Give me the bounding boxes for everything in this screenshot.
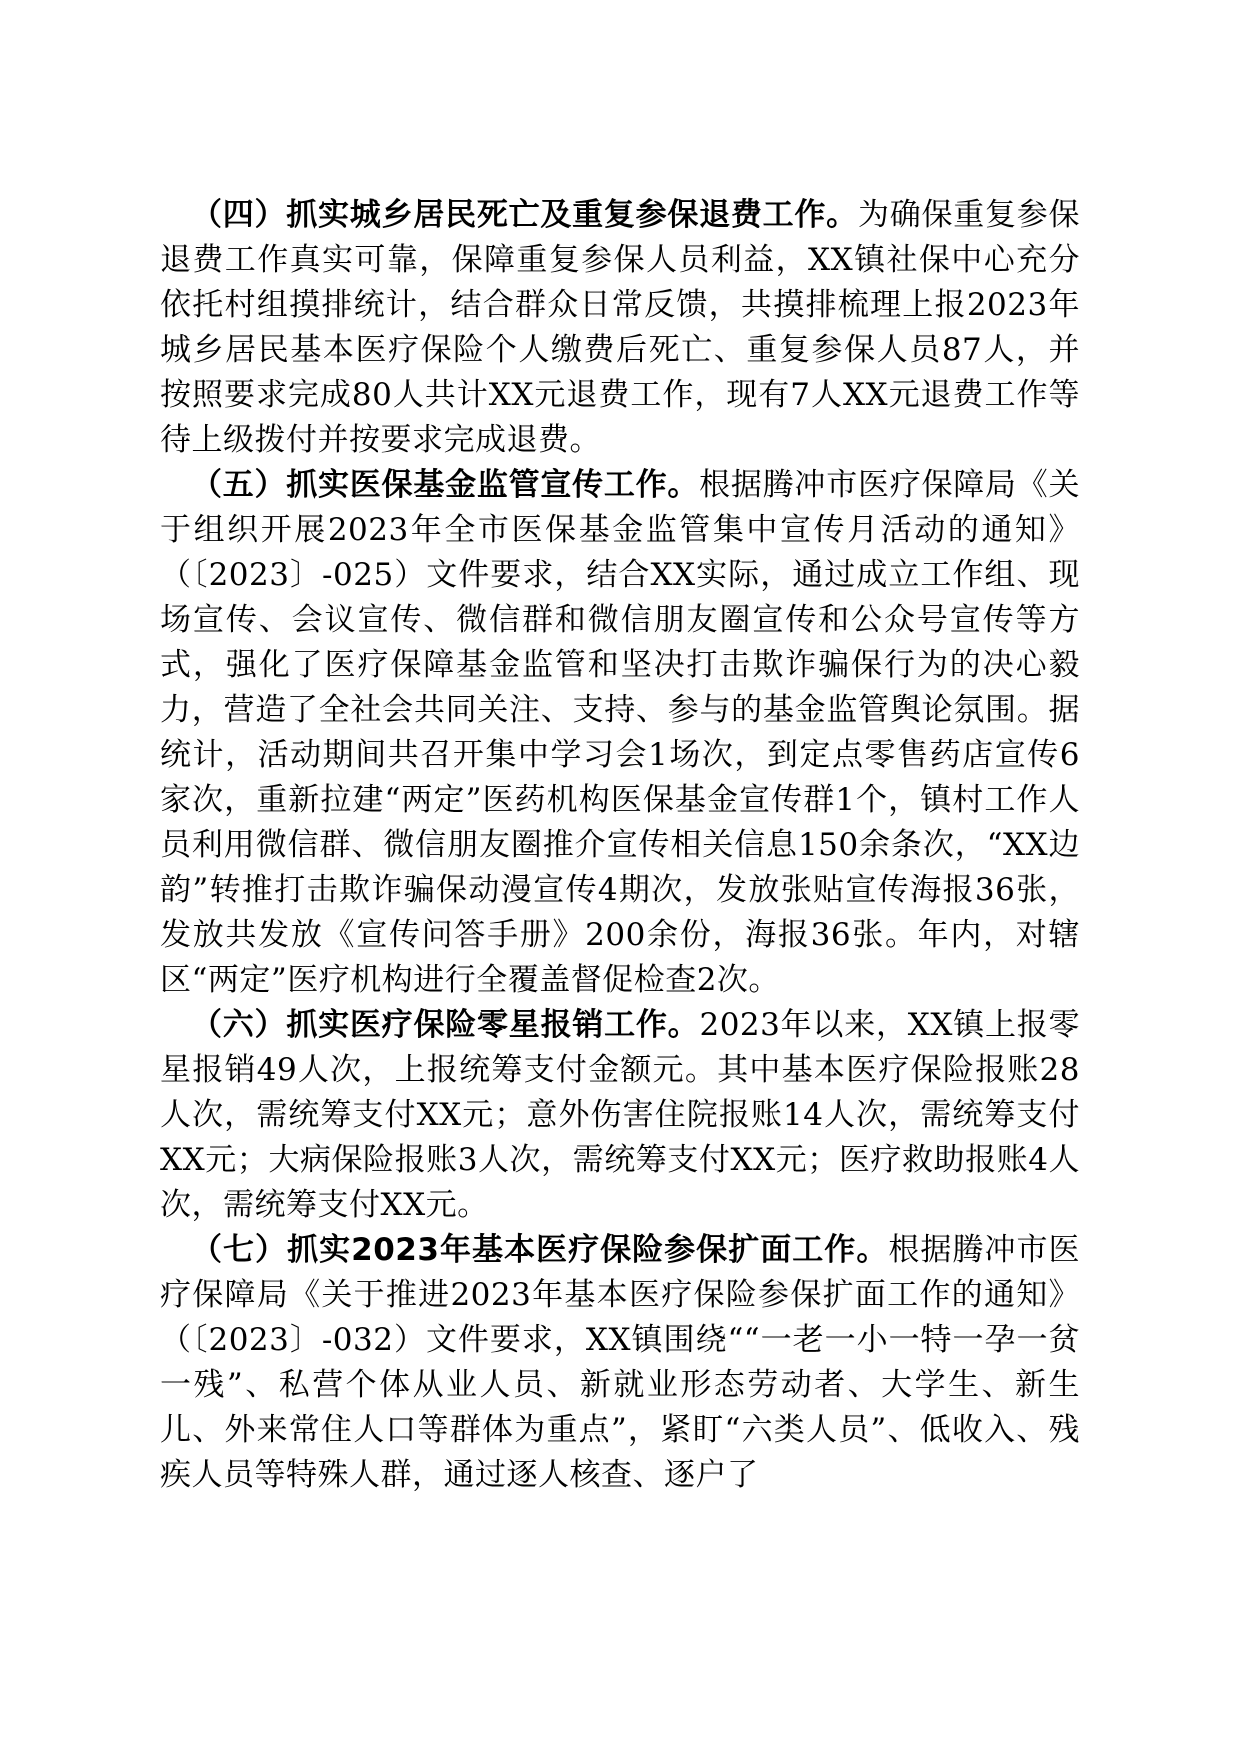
paragraph-heading: （七）抓实2023年基本医疗保险参保扩面工作。	[191, 1232, 889, 1268]
paragraph-5-fund-supervision-publicity	[160, 463, 1080, 1003]
paragraph-heading: （六）抓实医疗保险零星报销工作。	[191, 1007, 700, 1043]
paragraph-text: 根据腾冲市医疗保障局《关于组织开展2023年全市医保基金监管集中宣传月活动的通知》（〔2023〕-025）文件要求，结合XX实际，通过成立工作组、现场宣传、会议宣传、微信群和微信朋友圈宣传和公众号宣传等方式，强化了医疗保障基金监管和坚决打击欺诈骗保行为的决心毅力，营造了全社会共同关注、支持、参与的基金监管舆论氛围。据统计，活动期间共召开集中学习会1场次，到定点零售药店宣传6家次，重新拉建“两定”医药机构医保基金宣传群1个，镇村工作人员利用微信群、微信朋友圈推介宣传相关信息150余条次，“XX边韵”转推打击欺诈骗保动漫宣传4期次，发放张贴宣传海报36张，发放共发放《宣传问答手册》200余份，海报36张。年内，对辖区“两定”医疗机构进行全覆盖督促检查2次。	[160, 467, 1081, 998]
paragraph-heading: （四）抓实城乡居民死亡及重复参保退费工作。	[191, 197, 858, 233]
paragraph-7-insurance-expansion	[160, 1228, 1080, 1498]
paragraph-6-sporadic-reimbursement	[160, 1003, 1080, 1228]
paragraph-text: 为确保重复参保退费工作真实可靠，保障重复参保人员利益，XX镇社保中心充分依托村组摸排统计，结合群众日常反馈，共摸排梳理上报2023年城乡居民基本医疗保险个人缴费后死亡、重复参保人员87人，并按照要求完成80人共计XX元退费工作，现有7人XX元退费工作等待上级拨付并按要求完成退费。	[160, 197, 1081, 458]
paragraph-4-death-duplicate-refund	[160, 193, 1080, 463]
document-body	[160, 193, 1080, 1498]
paragraph-text: 根据腾冲市医疗保障局《关于推进2023年基本医疗保险参保扩面工作的通知》（〔2023〕-032）文件要求，XX镇围绕““一老一小一特一孕一贫一残”、私营个体从业人员、新就业形态劳动者、大学生、新生儿、外来常住人口等群体为重点”，紧盯“六类人员”、低收入、残疾人员等特殊人群，通过逐人核查、逐户了	[160, 1232, 1081, 1493]
paragraph-text: 2023年以来，XX镇上报零星报销49人次，上报统筹支付金额元。其中基本医疗保险报账28人次，需统筹支付XX元；意外伤害住院报账14人次，需统筹支付XX元；大病保险报账3人次，需统筹支付XX元；医疗救助报账4人次，需统筹支付XX元。	[160, 1007, 1081, 1223]
paragraph-heading: （五）抓实医保基金监管宣传工作。	[191, 467, 700, 503]
